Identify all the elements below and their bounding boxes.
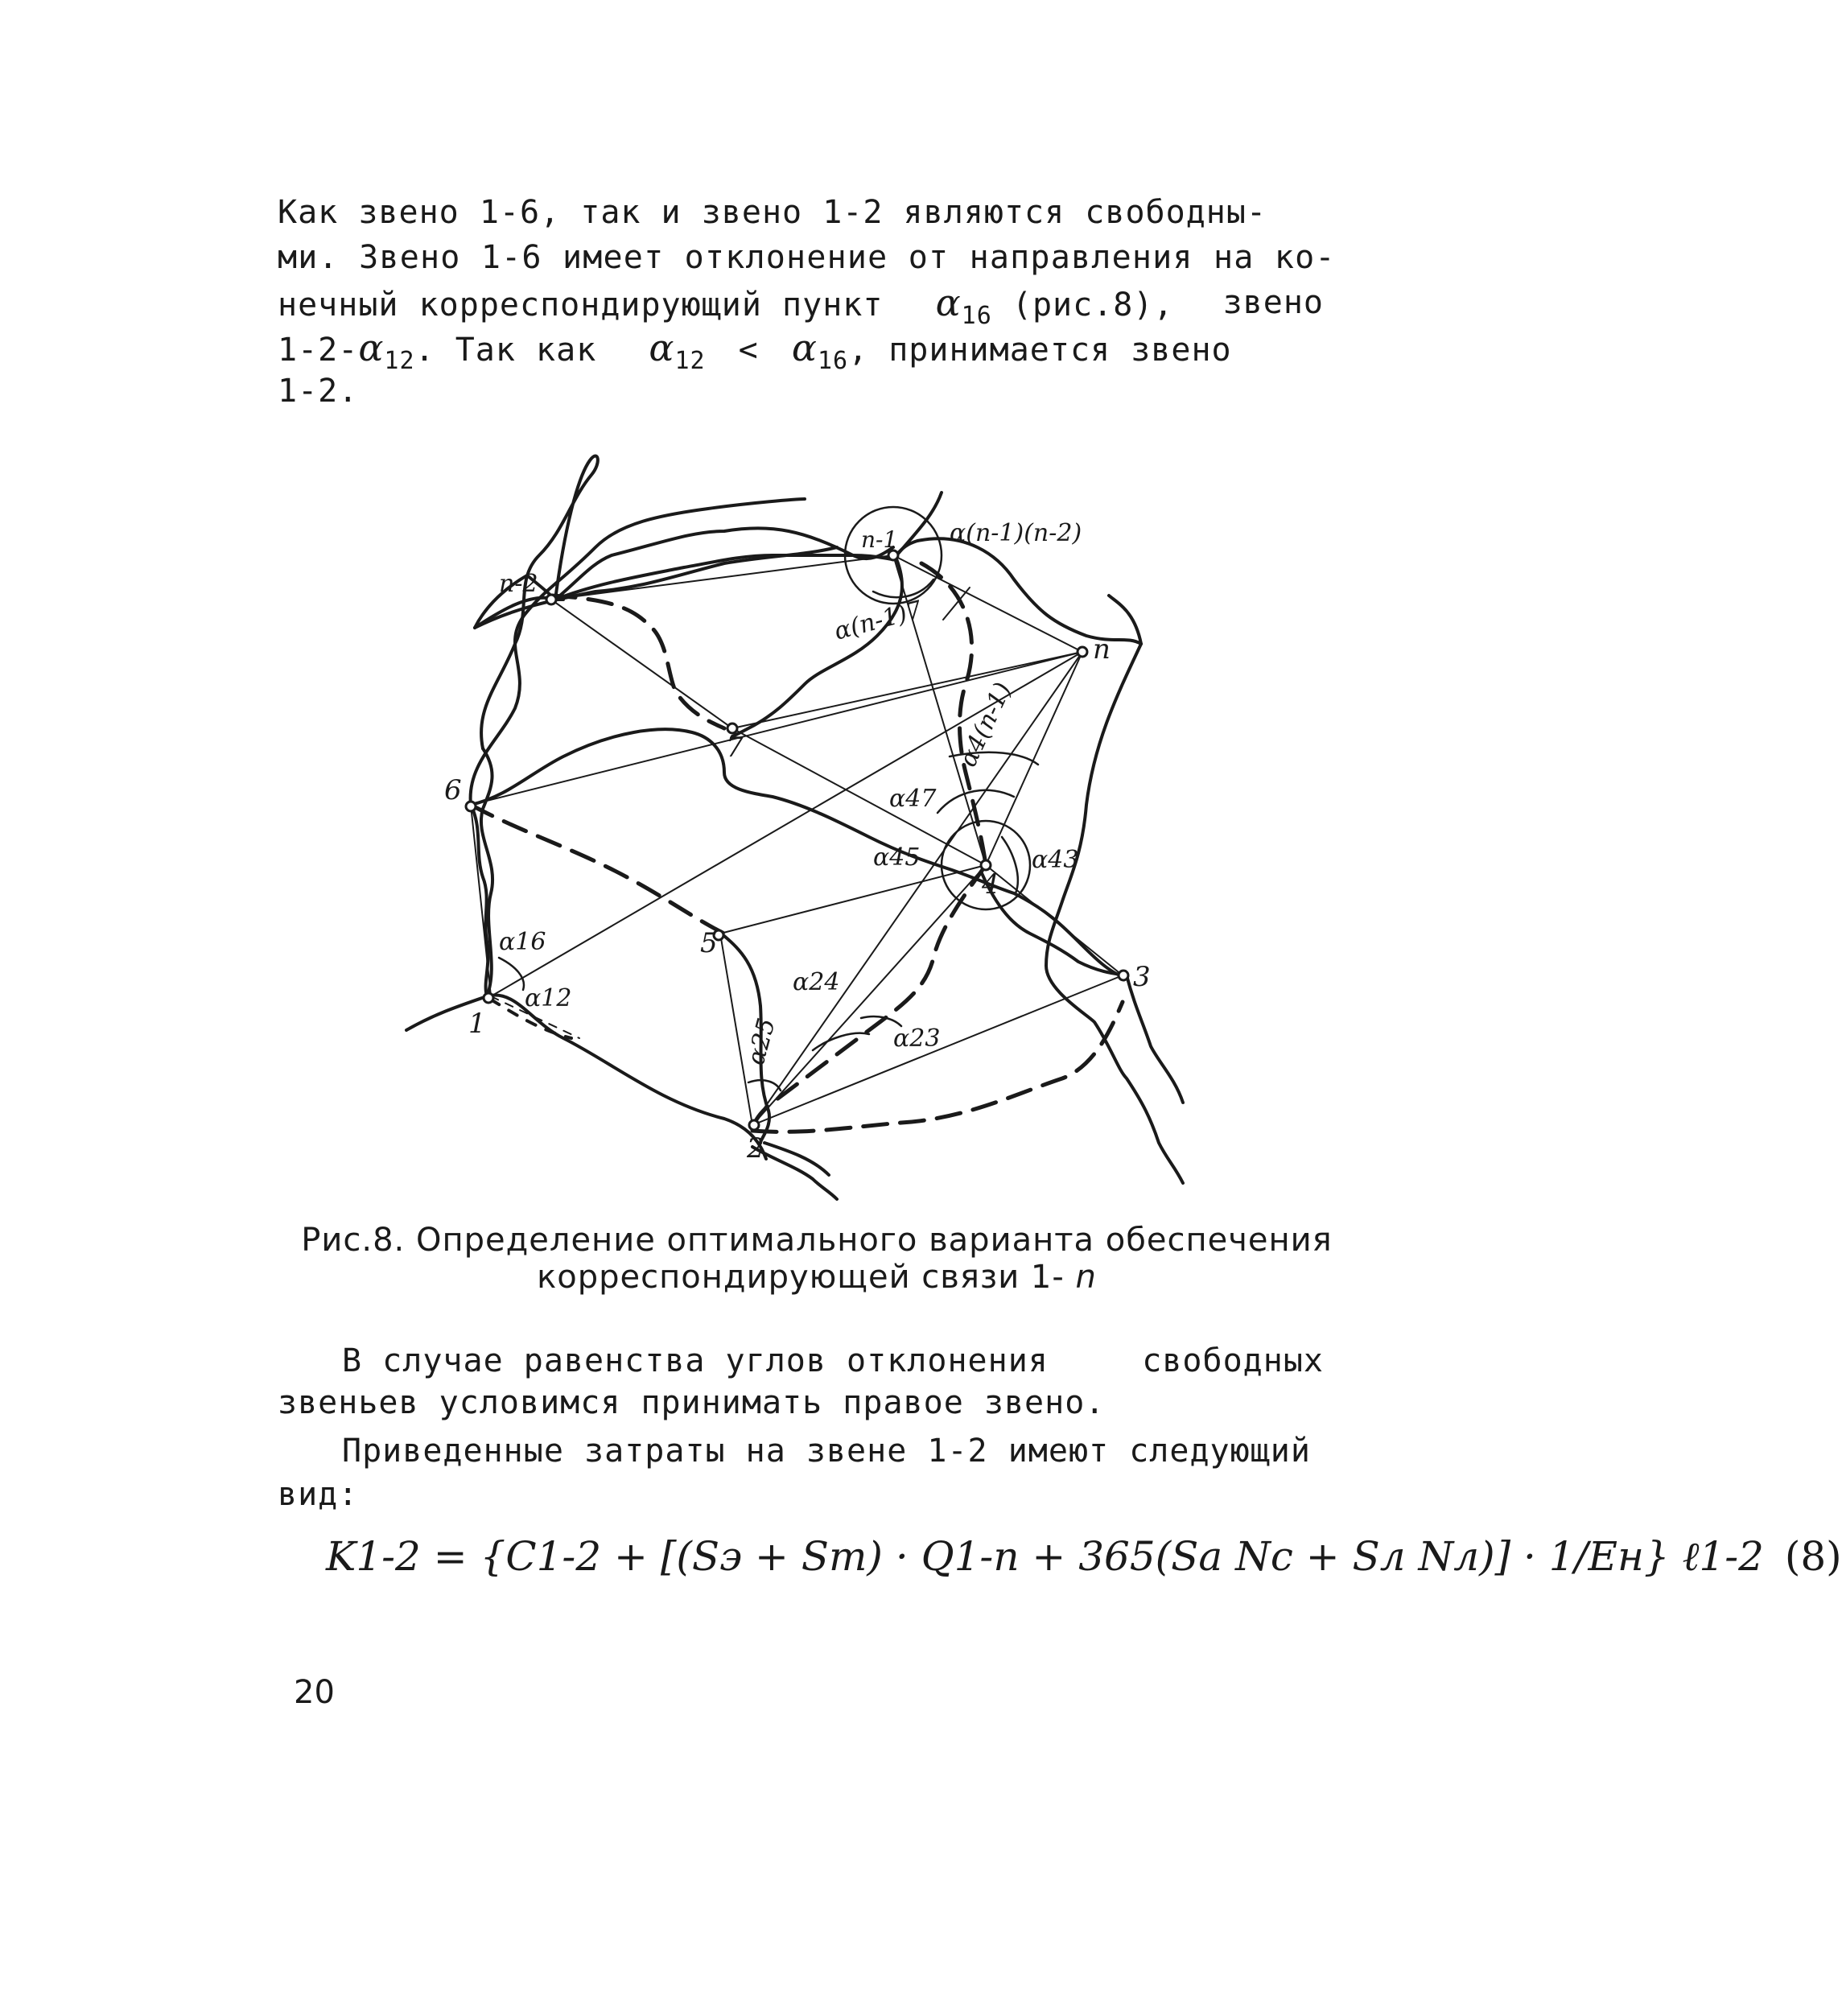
node-3 (1119, 971, 1128, 980)
para1-line4-b: . Так как (414, 332, 597, 369)
route-curve (893, 538, 1141, 644)
node-1 (484, 993, 493, 1003)
para2-line1: В случае равенства углов отклонения свободных (342, 1342, 1324, 1379)
para2-line3: Приведенные затраты на звене 1-2 имеют следующий (342, 1433, 1311, 1470)
link-line (986, 865, 1123, 975)
node-2 (749, 1120, 759, 1130)
paragraph-2 (278, 1340, 1324, 1513)
angle-label-n1-n2: α(n-1)(n-2) (950, 519, 1082, 547)
angle-label-16: α16 (499, 928, 546, 956)
para2-line2: звеньев условимся принимать правое звено. (278, 1384, 1106, 1421)
network-diagram (0, 0, 1486, 1207)
route-curve (471, 499, 805, 805)
caption-line-1: Рис.8. Определение оптимального варианта обеспечения (301, 1222, 1333, 1259)
link-line (752, 652, 1082, 1125)
alpha16-inline: $\alpha_{16}$ (935, 281, 992, 330)
para1-line3-text: нечный корреспондирующий пункт (278, 287, 884, 324)
node-label-3: 3 (1133, 961, 1151, 993)
caption-line-2: корреспондирующей связи 1- n (537, 1259, 1097, 1296)
alpha12-inline-1: $\alpha_{12}$ (358, 326, 415, 375)
alpha12-inline-2: $\alpha_{12}$ (649, 326, 706, 375)
formula-number: (8) (1784, 1533, 1842, 1580)
route-curve (893, 493, 942, 559)
less-than-sign: < (738, 332, 759, 369)
angle-label-23: α23 (893, 1024, 941, 1053)
route-curve (1046, 644, 1183, 1183)
angle-label-24: α24 (793, 968, 840, 996)
para1-line5: 1-2. (278, 373, 359, 410)
node-6 (466, 802, 476, 811)
route-curve (1127, 975, 1183, 1103)
dashed-route (752, 1002, 1123, 1132)
link-line (720, 865, 986, 934)
angle-label-47: α47 (889, 785, 937, 813)
angle-label-45: α45 (873, 843, 921, 872)
para1-line2: ми. Звено 1-6 имеет отклонение от направления на ко- (278, 239, 1336, 276)
angle-label-43: α43 (1032, 846, 1079, 874)
node-n-2 (546, 595, 556, 604)
para1-line4-c: , принимается звено (848, 332, 1232, 369)
angle-label-12: α12 (525, 984, 572, 1012)
link-line (732, 652, 1082, 728)
node-n (1078, 647, 1087, 657)
node-label-4: 4 (982, 868, 999, 901)
para1-line1: Как звено 1-6, так и звено 1-2 являются свободны- (278, 194, 1267, 231)
angle-label-25: α25 (741, 1015, 781, 1069)
node-label-5: 5 (700, 927, 718, 959)
para1-line3-end: звено (1222, 284, 1324, 321)
angle-label-4-n1: α4(n-1) (954, 678, 1018, 772)
node-label-2: 2 (747, 1132, 764, 1165)
dashed-route (471, 805, 724, 934)
para1-line4-a: 1-2- (278, 332, 359, 369)
alpha16-inline-2: $\alpha_{16}$ (791, 326, 849, 375)
node-label-n-1: n-1 (861, 526, 898, 553)
route-curve (406, 995, 766, 1159)
node-label-6: 6 (444, 774, 462, 806)
formula-expression: K1-2 = {C1-2 + [(Sэ + Sт) · Q1-n + 365(Sa Nc + Sл Nл)] · 1/Ен} ℓ1-2 (326, 1533, 1764, 1580)
page-number: 20 (294, 1674, 335, 1711)
node-label-1: 1 (468, 1008, 486, 1040)
route-curve (481, 456, 598, 748)
para2-line4: вид: (278, 1476, 359, 1513)
node-label-7: 7 (726, 732, 744, 764)
fig-ref: (рис.8), (1012, 287, 1174, 324)
formula-8 (326, 1533, 1842, 1580)
figure-caption (290, 1222, 1344, 1296)
link-line (752, 865, 986, 1125)
node-label-n-2: n-2 (499, 570, 538, 598)
angle-label-n1-7: α(n-1)7 (831, 596, 925, 646)
node-label-n: n (1093, 633, 1111, 666)
link-line (893, 555, 1082, 652)
route-curve (1109, 596, 1141, 644)
